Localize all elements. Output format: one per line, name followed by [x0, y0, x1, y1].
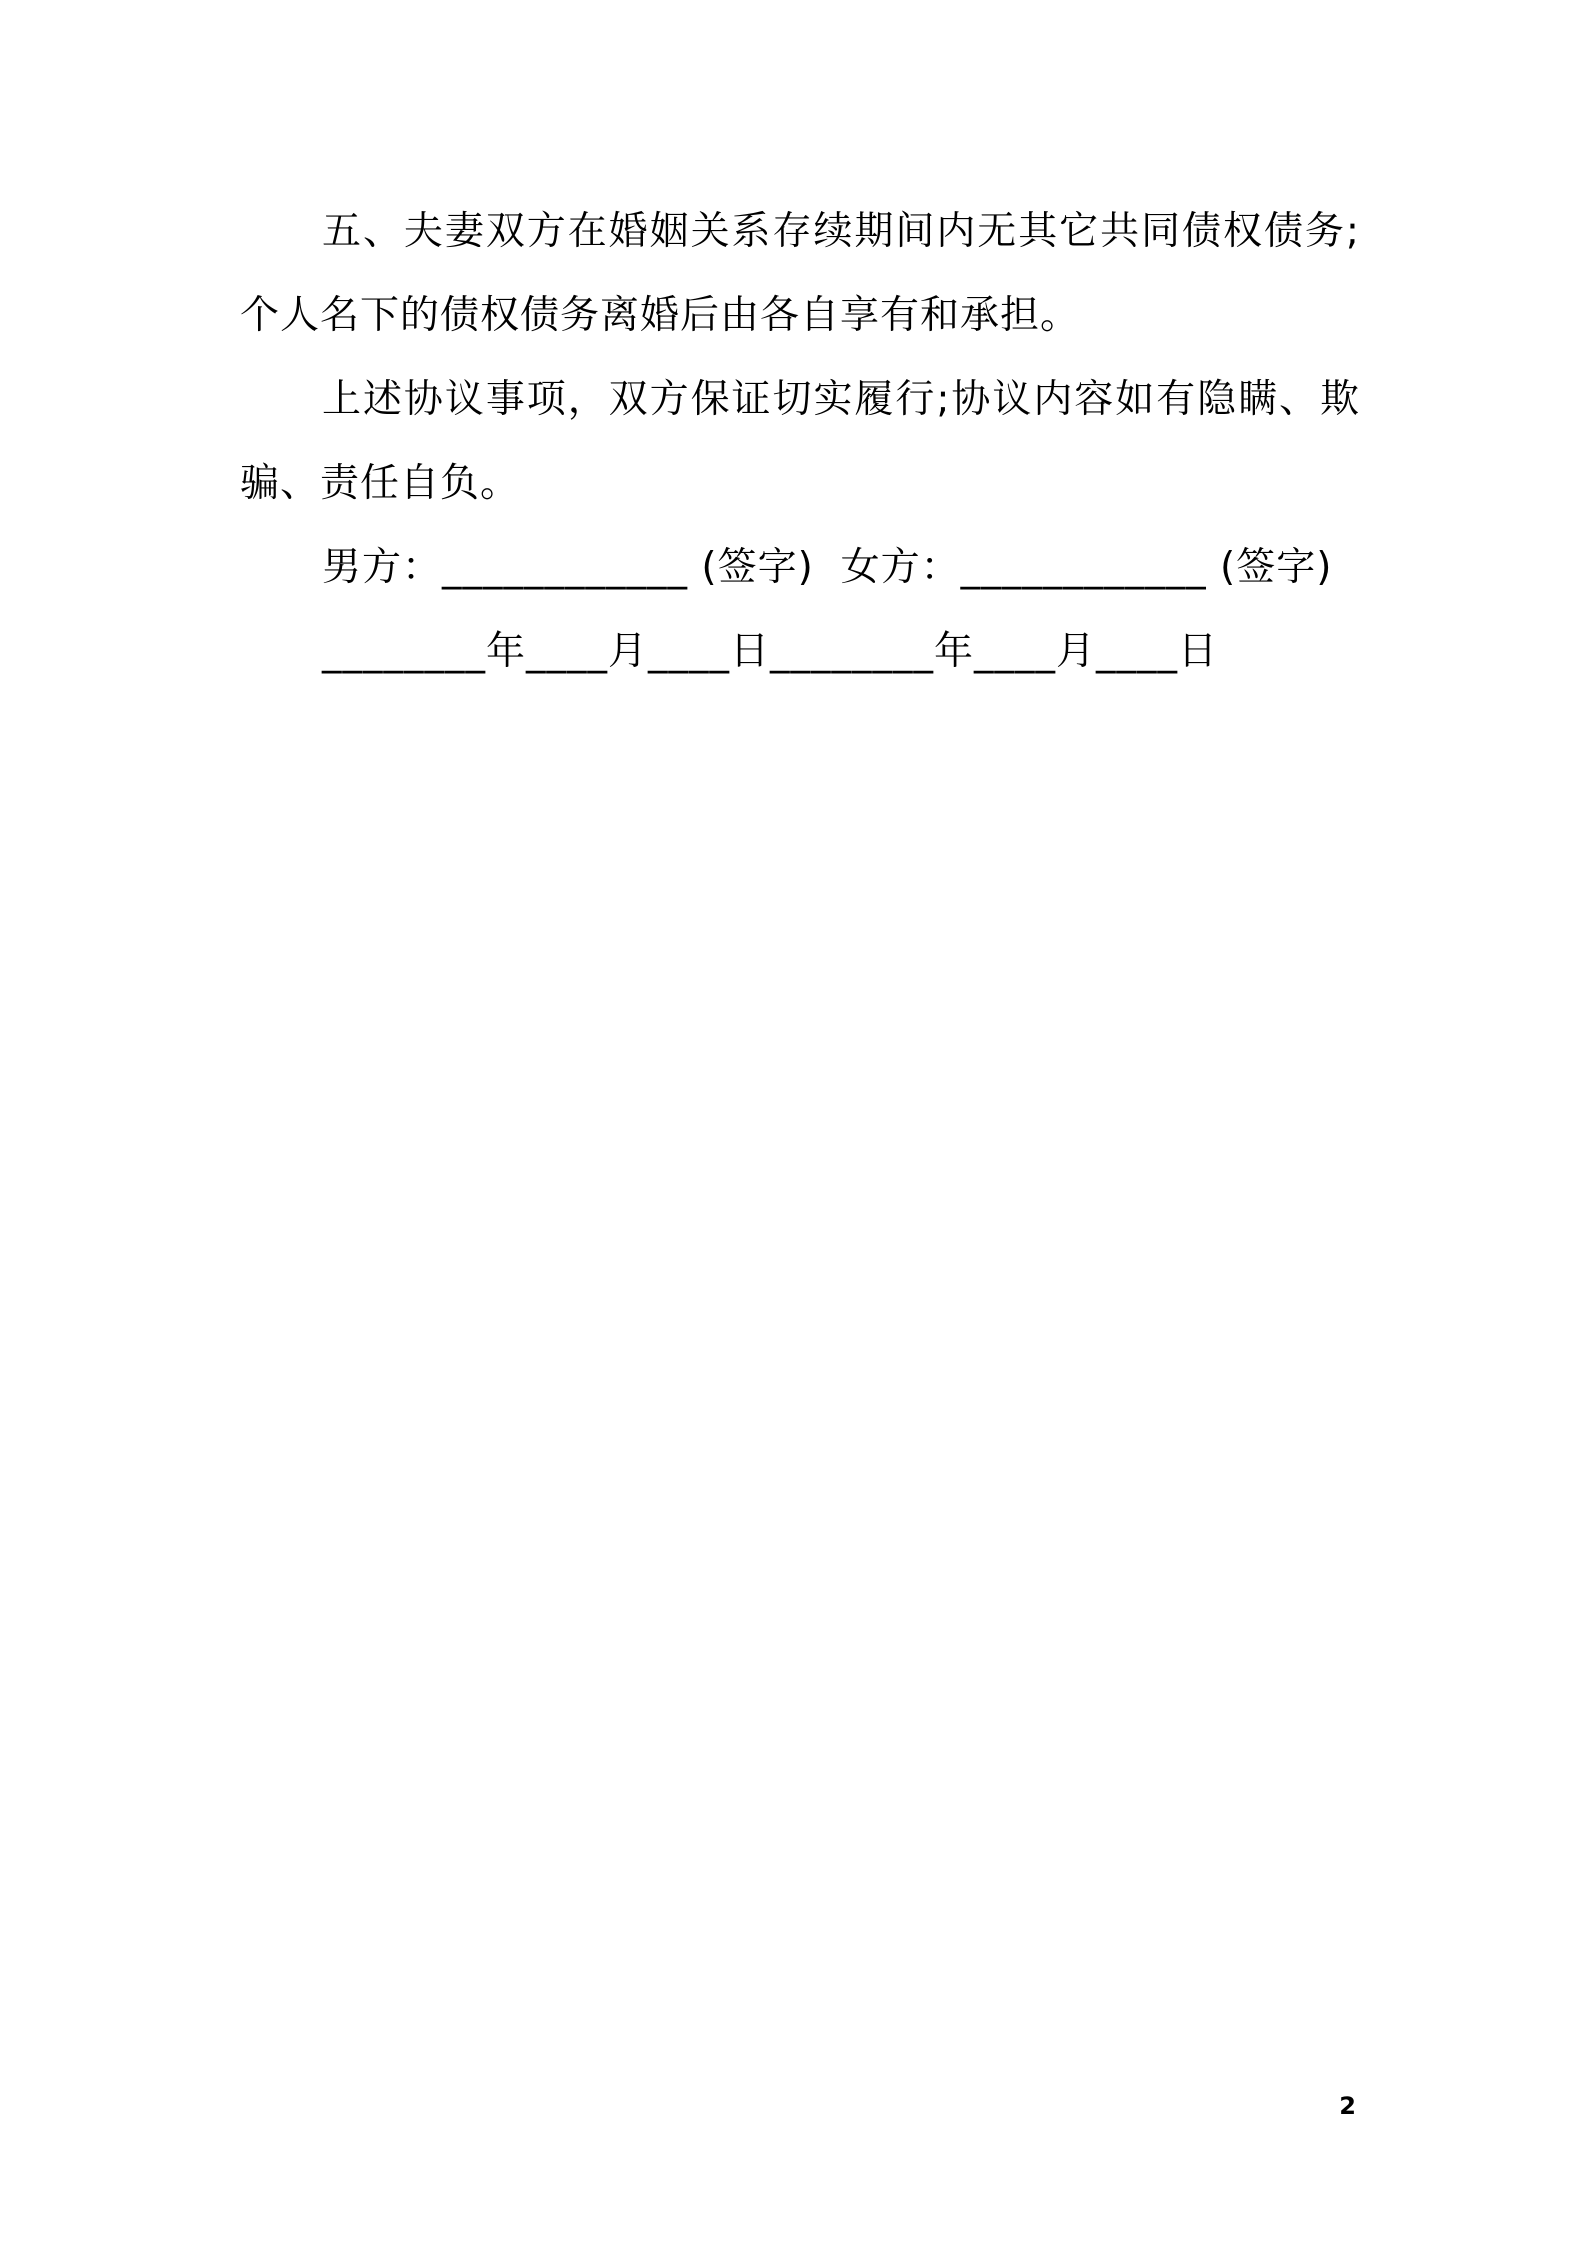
page-number: 2: [1339, 2092, 1356, 2120]
signature-line: 男方：____________ (签字) 女方：____________ (签字): [322, 545, 1333, 590]
agreement-statement-paragraph: 上述协议事项，双方保证切实履行;协议内容如有隐瞒、欺骗、责任自负。: [240, 377, 1360, 506]
clause-five-paragraph: 五、夫妻双方在婚姻关系存续期间内无其它共同债权债务;个人名下的债权债务离婚后由各自享有和承担。: [240, 209, 1360, 338]
date-line: ________年____月____日________年____月____日: [322, 629, 1219, 674]
document-body: [240, 190, 1360, 694]
